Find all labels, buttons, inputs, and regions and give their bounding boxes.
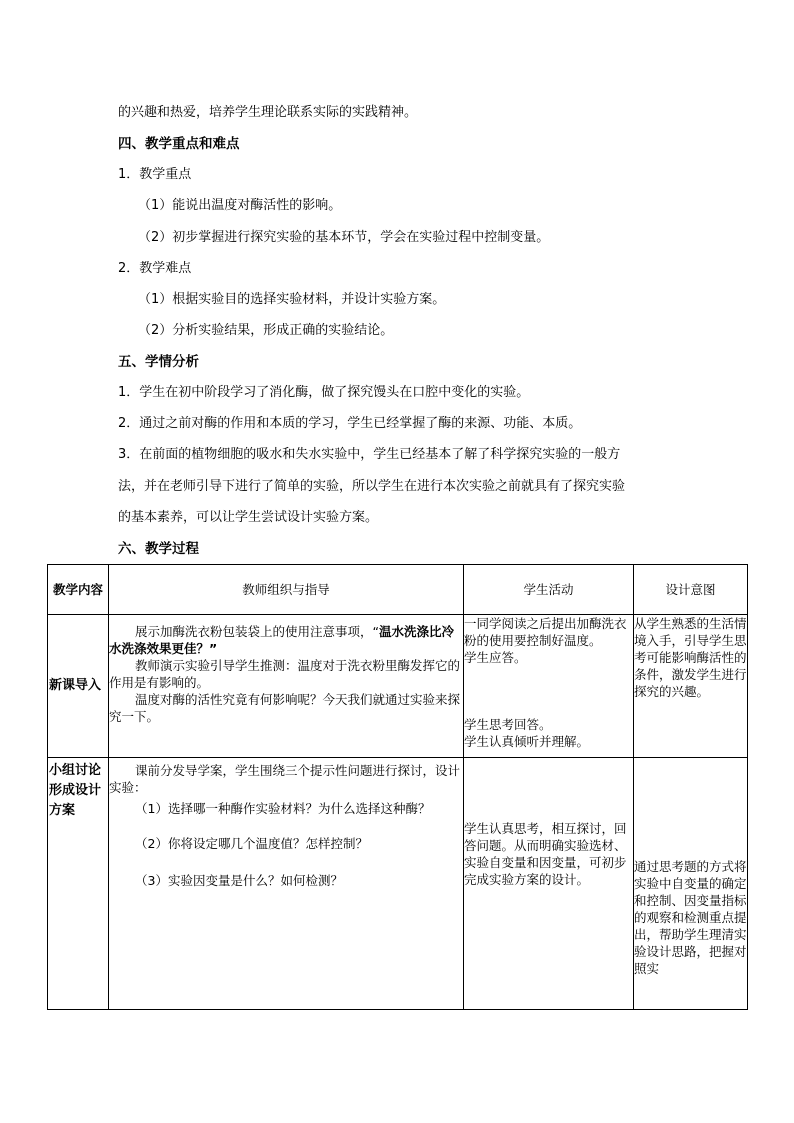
key-points-title: 1．教学重点 bbox=[118, 167, 192, 182]
teacher-emphasis: 温水洗涤比冷水洗涤效果更佳？” bbox=[109, 624, 454, 656]
teaching-process-table bbox=[47, 564, 748, 1010]
section-heading-5: 五、学情分析 bbox=[118, 354, 199, 370]
analysis-item: 的基本素养，可以让学生尝试设计实验方案。 bbox=[118, 510, 379, 525]
header-content: 教学内容 bbox=[48, 565, 109, 615]
student-cell bbox=[464, 615, 634, 758]
row-label-text: 新课导入 bbox=[49, 678, 102, 693]
header-teacher: 教师组织与指导 bbox=[109, 565, 464, 615]
teacher-text: 展示加酶洗衣粉包装袋上的使用注意事项，“ bbox=[135, 624, 379, 639]
key-point-item: （1）能说出温度对酶活性的影响。 bbox=[138, 198, 342, 213]
row-label bbox=[48, 758, 109, 1010]
table-row bbox=[48, 615, 748, 758]
teacher-question: （1）选择哪一种酶作实验材料？为什么选择这种酶？ bbox=[135, 801, 431, 816]
teacher-paragraph: 温度对酶的活性究竟有何影响呢？今天我们就通过实验来探究一下。 bbox=[109, 692, 461, 724]
key-point-item: （2）初步掌握进行探究实验的基本环节，学会在实验过程中控制变量。 bbox=[138, 230, 550, 245]
section-heading-4: 四、教学重点和难点 bbox=[118, 136, 240, 152]
teacher-question: （3）实验因变量是什么？如何检测？ bbox=[135, 873, 343, 888]
section-heading-6: 六、教学过程 bbox=[118, 541, 199, 557]
analysis-item: 2．通过之前对酶的作用和本质的学习，学生已经掌握了酶的来源、功能、本质。 bbox=[118, 416, 582, 431]
analysis-item: 法，并在老师引导下进行了简单的实验，所以学生在进行本次实验之前就具有了探究实验 bbox=[118, 479, 626, 494]
student-text: 学生思考回答。 bbox=[464, 717, 552, 732]
student-text: 学生认真倾听并理解。 bbox=[464, 734, 590, 749]
student-text: 学生认真思考，相互探讨，回答问题。从而明确实验选材、实验自变量和因变量，可初步完成实验方案的设计。 bbox=[464, 821, 627, 887]
teacher-cell bbox=[109, 615, 464, 758]
difficulty-item: （2）分析实验结果，形成正确的实验结论。 bbox=[138, 323, 394, 338]
analysis-item: 3．在前面的植物细胞的吸水和失水实验中，学生已经基本了解了科学探究实验的一般方 bbox=[118, 447, 621, 462]
student-cell bbox=[464, 758, 634, 1010]
teacher-cell bbox=[109, 758, 464, 1010]
table-row bbox=[48, 758, 748, 1010]
teacher-paragraph: 教师演示实验引导学生推测：温度对于洗衣粉里酶发挥它的作用是有影响的。 bbox=[109, 658, 461, 690]
row-label bbox=[48, 615, 109, 758]
teacher-paragraph: 课前分发导学案，学生围绕三个提示性问题进行探讨，设计实验： bbox=[109, 763, 461, 795]
intent-cell bbox=[634, 758, 748, 1010]
intro-line: 的兴趣和热爱，培养学生理论联系实际的实践精神。 bbox=[118, 105, 418, 120]
student-text: 学生应答。 bbox=[464, 650, 527, 665]
header-student: 学生活动 bbox=[464, 565, 634, 615]
teacher-paragraph bbox=[109, 623, 463, 657]
student-text: 一同学阅读之后提出加酶洗衣粉的使用要控制好温度。 bbox=[464, 616, 627, 648]
table-header-row bbox=[48, 565, 748, 615]
difficulty-item: （1）根据实验目的选择实验材料，并设计实验方案。 bbox=[138, 292, 446, 307]
header-intent: 设计意图 bbox=[634, 565, 748, 615]
intent-cell bbox=[634, 615, 748, 758]
intent-text: 通过思考题的方式将实验中自变量的确定和控制、因变量指标的观察和检测重点提出，帮助学生理清实验设计思路，把握对照实 bbox=[634, 859, 747, 976]
teacher-question: （2）你将设定哪几个温度值？怎样控制？ bbox=[135, 836, 368, 851]
analysis-item: 1．学生在初中阶段学习了消化酶，做了探究馒头在口腔中变化的实验。 bbox=[118, 385, 530, 400]
difficulty-title: 2．教学难点 bbox=[118, 261, 192, 276]
row-label-text: 小组讨论形成设计方案 bbox=[49, 763, 102, 818]
intent-text: 从学生熟悉的生活情境入手，引导学生思考可能影响酶活性的条件，激发学生进行探究的兴趣。 bbox=[634, 616, 747, 699]
